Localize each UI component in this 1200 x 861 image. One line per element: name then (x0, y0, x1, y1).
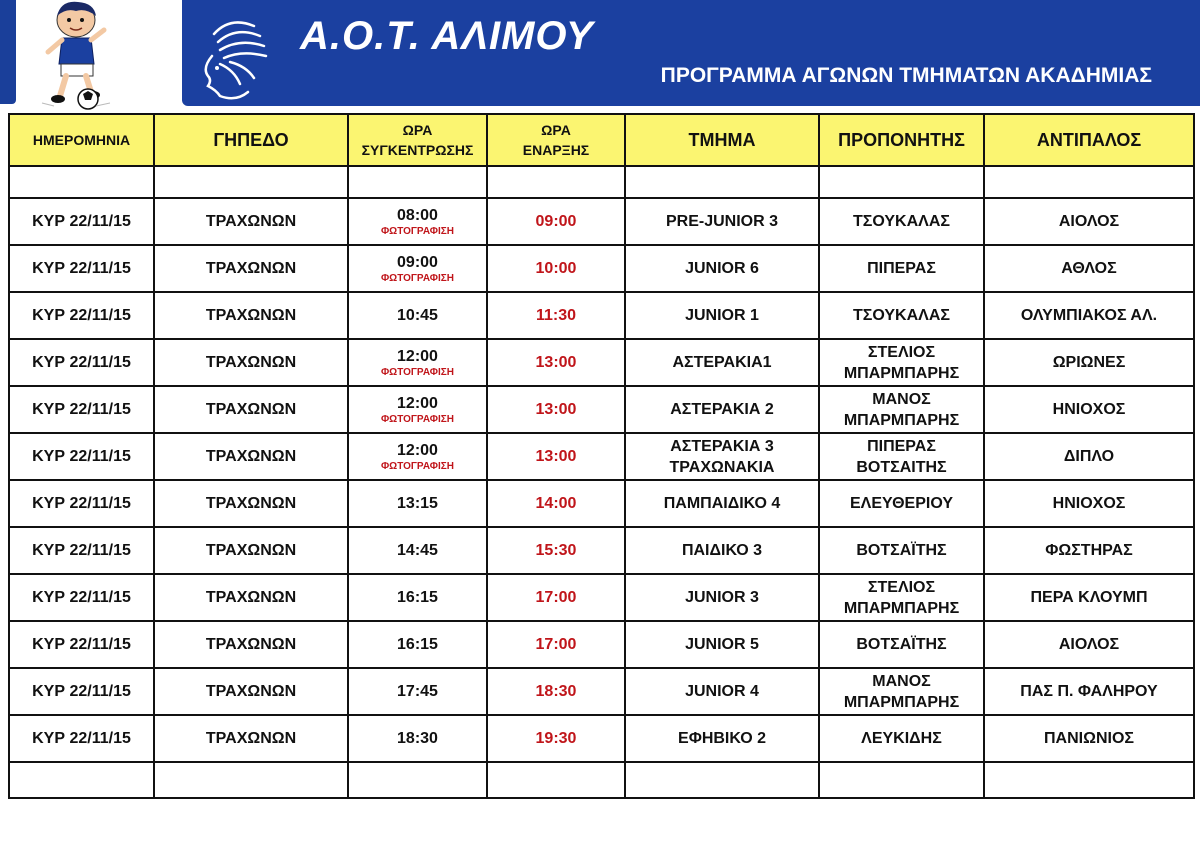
team-cell (625, 480, 819, 527)
team-text: ΠΑΜΠΑΙΔΙΚΟ 4 (663, 495, 781, 512)
coach-text: ΛΕΥΚΙΔΗΣ (861, 730, 942, 747)
coach-text: ΕΛΕΥΘΕΡΙΟΥ (850, 495, 953, 512)
coach-cell (819, 245, 984, 292)
photo-note: ΦΩΤΟΓΡΑΦΙΣΗ (380, 367, 455, 378)
opponent-cell (984, 292, 1194, 339)
team-cell (625, 198, 819, 245)
start-time-cell (487, 527, 625, 574)
column-header-field: ΓΗΠΕΔΟ (154, 114, 348, 166)
start-time-text: 09:00 (535, 213, 577, 230)
coach-cell (819, 433, 984, 480)
opponent-text: ΠΕΡΑ ΚΛΟΥΜΠ (1030, 589, 1148, 606)
coach-cell (819, 668, 984, 715)
gather-time-text: 12:00 (397, 395, 438, 412)
schedule-subtitle: ΠΡΟΓΡΑΜΜΑ ΑΓΩΝΩΝ ΤΜΗΜΑΤΩΝ ΑΚΑΔΗΜΙΑΣ (660, 64, 1152, 87)
gather-time-cell (348, 245, 487, 292)
opponent-cell (984, 433, 1194, 480)
gather-time-cell (348, 574, 487, 621)
start-time-text: 13:00 (535, 354, 577, 371)
empty-cell (9, 166, 154, 198)
gather-time-text: 17:45 (397, 683, 438, 700)
coach-text-line2: ΒΟΤΣΑΙΤΗΣ (856, 458, 947, 476)
opponent-cell (984, 621, 1194, 668)
coach-cell (819, 339, 984, 386)
date-text: ΚΥΡ 22/11/15 (32, 260, 131, 277)
opponent-cell (984, 198, 1194, 245)
gather-time-text: 10:45 (397, 307, 438, 324)
coach-text: ΣΤΕΛΙΟΣ (867, 343, 936, 361)
mascot-boy-soccer-icon (36, 0, 114, 110)
empty-cell (487, 762, 625, 798)
field-cell (154, 574, 348, 621)
field-cell (154, 715, 348, 762)
gather-time-text: 13:15 (397, 495, 438, 512)
gather-time-cell (348, 480, 487, 527)
team-cell (625, 715, 819, 762)
photo-note: ΦΩΤΟΓΡΑΦΙΣΗ (380, 461, 455, 472)
empty-cell (154, 762, 348, 798)
team-text-line2: ΤΡΑΧΩΝΑΚΙΑ (669, 458, 775, 476)
coach-text: ΠΙΠΕΡΑΣ (867, 260, 936, 277)
start-time-cell (487, 574, 625, 621)
field-text: ΤΡΑΧΩΝΩΝ (205, 683, 297, 700)
gather-time-text: 08:00 (397, 207, 438, 224)
coach-text: ΒΟΤΣΑΪΤΗΣ (856, 542, 947, 559)
team-cell (625, 245, 819, 292)
opponent-text: ΦΩΣΤΗΡΑΣ (1045, 542, 1133, 559)
photo-note: ΦΩΤΟΓΡΑΦΙΣΗ (380, 273, 455, 284)
empty-cell (984, 762, 1194, 798)
start-time-text: 10:00 (535, 260, 577, 277)
photo-note: ΦΩΤΟΓΡΑΦΙΣΗ (380, 226, 455, 237)
header-banner (182, 0, 1200, 106)
coach-cell (819, 574, 984, 621)
gather-time-cell (348, 386, 487, 433)
start-time-cell (487, 715, 625, 762)
gather-time-cell (348, 715, 487, 762)
coach-text: ΤΣΟΥΚΑΛΑΣ (853, 213, 950, 230)
empty-cell (348, 166, 487, 198)
opponent-text: ΗΝΙΟΧΟΣ (1052, 495, 1126, 512)
team-cell (625, 621, 819, 668)
field-cell (154, 245, 348, 292)
gather-time-text: 09:00 (397, 254, 438, 271)
field-cell (154, 339, 348, 386)
empty-row (9, 762, 1194, 798)
gather-time-text: 12:00 (397, 442, 438, 459)
team-cell (625, 433, 819, 480)
column-header-team: ΤΜΗΜΑ (625, 114, 819, 166)
field-text: ΤΡΑΧΩΝΩΝ (205, 636, 297, 653)
gather-time-text: 16:15 (397, 636, 438, 653)
field-text: ΤΡΑΧΩΝΩΝ (205, 354, 297, 371)
empty-cell (9, 762, 154, 798)
gather-time-text: 16:15 (397, 589, 438, 606)
start-time-text: 17:00 (535, 636, 577, 653)
opponent-cell (984, 480, 1194, 527)
date-text: ΚΥΡ 22/11/15 (32, 448, 131, 465)
field-cell (154, 386, 348, 433)
coach-text: ΠΙΠΕΡΑΣ (867, 437, 936, 455)
date-text: ΚΥΡ 22/11/15 (32, 401, 131, 418)
start-time-text: 13:00 (535, 401, 577, 418)
gather-time-cell (348, 433, 487, 480)
coach-cell (819, 480, 984, 527)
field-text: ΤΡΑΧΩΝΩΝ (205, 542, 297, 559)
date-cell (9, 292, 154, 339)
date-cell (9, 527, 154, 574)
start-time-text: 11:30 (535, 307, 577, 324)
gather-time-cell (348, 198, 487, 245)
field-text: ΤΡΑΧΩΝΩΝ (205, 213, 297, 230)
opponent-text: ΑΙΟΛΟΣ (1058, 213, 1120, 230)
team-text: JUNIOR 1 (685, 307, 759, 324)
table-row (9, 715, 1194, 762)
field-text: ΤΡΑΧΩΝΩΝ (205, 495, 297, 512)
team-text: JUNIOR 3 (685, 589, 759, 606)
field-cell (154, 198, 348, 245)
field-cell (154, 668, 348, 715)
start-time-cell (487, 668, 625, 715)
team-cell (625, 339, 819, 386)
coach-cell (819, 198, 984, 245)
opponent-cell (984, 245, 1194, 292)
table-row (9, 574, 1194, 621)
opponent-text: ΟΛΥΜΠΙΑΚΟΣ ΑΛ. (1020, 307, 1158, 324)
coach-text: ΜΑΝΟΣ (872, 390, 931, 408)
coach-text: ΒΟΤΣΑΪΤΗΣ (856, 636, 947, 653)
field-text: ΤΡΑΧΩΝΩΝ (205, 401, 297, 418)
empty-cell (487, 166, 625, 198)
column-header-opponent: ΑΝΤΙΠΑΛΟΣ (984, 114, 1194, 166)
team-cell (625, 292, 819, 339)
table-row (9, 527, 1194, 574)
opponent-cell (984, 527, 1194, 574)
empty-cell (154, 166, 348, 198)
date-text: ΚΥΡ 22/11/15 (32, 213, 131, 230)
opponent-cell (984, 574, 1194, 621)
team-text: ΠΑΙΔΙΚΟ 3 (681, 542, 763, 559)
field-text: ΤΡΑΧΩΝΩΝ (205, 260, 297, 277)
table-row (9, 339, 1194, 386)
start-time-cell (487, 386, 625, 433)
field-cell (154, 433, 348, 480)
date-text: ΚΥΡ 22/11/15 (32, 730, 131, 747)
date-text: ΚΥΡ 22/11/15 (32, 636, 131, 653)
team-text: ΕΦΗΒΙΚΟ 2 (678, 730, 766, 747)
opponent-text: ΑΙΟΛΟΣ (1058, 636, 1120, 653)
start-time-text: 13:00 (535, 448, 577, 465)
coach-cell (819, 527, 984, 574)
date-cell (9, 574, 154, 621)
date-cell (9, 339, 154, 386)
coach-cell (819, 386, 984, 433)
date-text: ΚΥΡ 22/11/15 (32, 354, 131, 371)
coach-cell (819, 715, 984, 762)
table-row (9, 198, 1194, 245)
start-time-cell (487, 339, 625, 386)
opponent-cell (984, 386, 1194, 433)
table-row (9, 292, 1194, 339)
field-text: ΤΡΑΧΩΝΩΝ (205, 730, 297, 747)
field-text: ΤΡΑΧΩΝΩΝ (205, 307, 297, 324)
date-cell (9, 245, 154, 292)
empty-row (9, 166, 1194, 198)
club-title: Α.Ο.Τ. ΑΛΙΜΟΥ (300, 14, 594, 58)
empty-cell (625, 762, 819, 798)
start-time-text: 17:00 (535, 589, 577, 606)
hermes-head-logo-icon (190, 16, 280, 102)
gather-time-cell (348, 668, 487, 715)
team-text: JUNIOR 5 (685, 636, 759, 653)
date-text: ΚΥΡ 22/11/15 (32, 542, 131, 559)
start-time-text: 19:30 (535, 730, 577, 747)
start-time-text: 14:00 (535, 495, 577, 512)
field-cell (154, 527, 348, 574)
coach-text-line2: ΜΠΑΡΜΠΑΡΗΣ (843, 693, 960, 711)
date-cell (9, 621, 154, 668)
table-row (9, 386, 1194, 433)
date-text: ΚΥΡ 22/11/15 (32, 495, 131, 512)
opponent-text: ΠΑΝΙΩΝΙΟΣ (1044, 730, 1134, 747)
empty-cell (348, 762, 487, 798)
team-text: ΑΣΤΕΡΑΚΙΑ 2 (670, 401, 774, 418)
coach-text: ΤΣΟΥΚΑΛΑΣ (853, 307, 950, 324)
team-text: JUNIOR 4 (685, 683, 759, 700)
table-row (9, 621, 1194, 668)
team-cell (625, 574, 819, 621)
column-header-coach: ΠΡΟΠΟΝΗΤΗΣ (819, 114, 984, 166)
table-row (9, 433, 1194, 480)
table-row (9, 245, 1194, 292)
start-time-text: 15:30 (535, 542, 577, 559)
opponent-text: ΗΝΙΟΧΟΣ (1052, 401, 1126, 418)
team-text: PRE-JUNIOR 3 (665, 213, 779, 230)
field-cell (154, 292, 348, 339)
opponent-cell (984, 715, 1194, 762)
empty-cell (819, 166, 984, 198)
column-header-start-time: ΩΡΑ ΕΝΑΡΞΗΣ (487, 114, 625, 166)
table-row (9, 480, 1194, 527)
gather-time-cell (348, 527, 487, 574)
left-edge-tab (0, 0, 16, 104)
date-text: ΚΥΡ 22/11/15 (32, 683, 131, 700)
start-time-cell (487, 621, 625, 668)
gather-time-text: 18:30 (397, 730, 438, 747)
field-cell (154, 480, 348, 527)
date-cell (9, 668, 154, 715)
coach-text-line2: ΜΠΑΡΜΠΑΡΗΣ (843, 364, 960, 382)
start-time-cell (487, 245, 625, 292)
opponent-text: ΔΙΠΛΟ (1063, 448, 1115, 465)
field-text: ΤΡΑΧΩΝΩΝ (205, 589, 297, 606)
opponent-text: ΑΘΛΟΣ (1061, 260, 1117, 277)
date-cell (9, 715, 154, 762)
team-text: ΑΣΤΕΡΑΚΙΑ 3 (670, 437, 774, 455)
opponent-text: ΩΡΙΩΝΕΣ (1052, 354, 1126, 371)
table-header-row (9, 114, 1194, 166)
start-time-cell (487, 198, 625, 245)
team-text: JUNIOR 6 (685, 260, 759, 277)
column-header-gather-time: ΩΡΑ ΣΥΓΚΕΝΤΡΩΣΗΣ (348, 114, 487, 166)
coach-cell (819, 292, 984, 339)
gather-time-cell (348, 621, 487, 668)
opponent-cell (984, 339, 1194, 386)
opponent-text: ΠΑΣ Π. ΦΑΛΗΡΟΥ (1020, 683, 1158, 700)
date-cell (9, 433, 154, 480)
start-time-cell (487, 433, 625, 480)
team-cell (625, 386, 819, 433)
gather-time-text: 12:00 (397, 348, 438, 365)
start-time-text: 18:30 (535, 683, 577, 700)
team-text: ΑΣΤΕΡΑΚΙΑ1 (672, 354, 772, 371)
gather-time-cell (348, 292, 487, 339)
coach-text: ΜΑΝΟΣ (872, 672, 931, 690)
coach-cell (819, 621, 984, 668)
column-header-date: ΗΜΕΡΟΜΗΝΙΑ (9, 114, 154, 166)
match-schedule-table (8, 113, 1195, 799)
field-text: ΤΡΑΧΩΝΩΝ (205, 448, 297, 465)
team-cell (625, 668, 819, 715)
date-cell (9, 198, 154, 245)
date-text: ΚΥΡ 22/11/15 (32, 589, 131, 606)
coach-text-line2: ΜΠΑΡΜΠΑΡΗΣ (843, 411, 960, 429)
empty-cell (819, 762, 984, 798)
opponent-cell (984, 668, 1194, 715)
gather-time-text: 14:45 (397, 542, 438, 559)
photo-note: ΦΩΤΟΓΡΑΦΙΣΗ (380, 414, 455, 425)
empty-cell (984, 166, 1194, 198)
coach-text-line2: ΜΠΑΡΜΠΑΡΗΣ (843, 599, 960, 617)
gather-time-cell (348, 339, 487, 386)
team-cell (625, 527, 819, 574)
start-time-cell (487, 292, 625, 339)
date-cell (9, 480, 154, 527)
coach-text: ΣΤΕΛΙΟΣ (867, 578, 936, 596)
start-time-cell (487, 480, 625, 527)
table-row (9, 668, 1194, 715)
empty-cell (625, 166, 819, 198)
date-cell (9, 386, 154, 433)
date-text: ΚΥΡ 22/11/15 (32, 307, 131, 324)
field-cell (154, 621, 348, 668)
